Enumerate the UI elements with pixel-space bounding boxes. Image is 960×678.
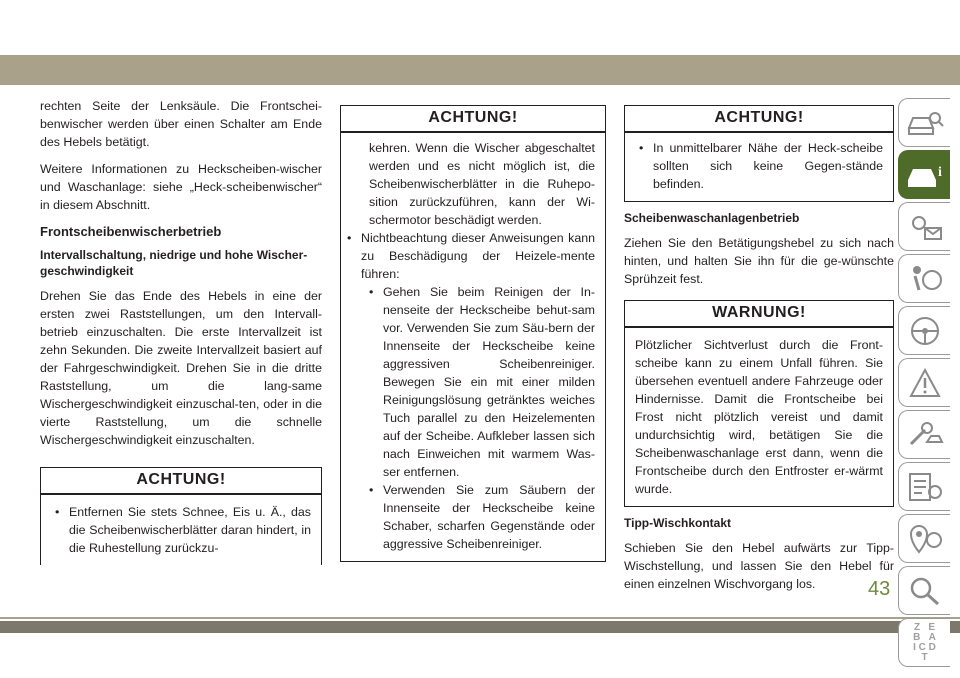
road-hazard-icon (905, 366, 945, 400)
index-letter: Z (913, 621, 921, 633)
list-item (351, 229, 595, 553)
caution-body (41, 495, 321, 565)
sub-list (365, 283, 595, 553)
wrench-car-icon (905, 418, 945, 452)
caution-title: ACHTUNG! (41, 468, 321, 495)
caution-body (625, 133, 893, 201)
warning-light-icon (905, 210, 945, 244)
page-number: 43 (868, 578, 891, 600)
caution-title: ACHTUNG! (625, 106, 893, 133)
caution-box-continued (340, 105, 606, 562)
list-item: • In unmittelbarer Nähe der Heck-scheibe sollten sich keine Gegen-stände befinden. (635, 139, 883, 193)
index-letter: I (913, 641, 916, 653)
tab-specifications[interactable] (898, 462, 950, 511)
sub-list-item: • Verwenden Sie zum Säubern der Innenseite der Heckscheibe keine Schaber, scharfen Gegenstände oder aggressive Scheibenreiniger. (365, 481, 595, 553)
tab-road-hazard[interactable] (898, 358, 950, 407)
bottom-band (0, 621, 960, 633)
steering-wheel-icon (905, 314, 945, 348)
car-info-icon (905, 158, 945, 192)
index-letter: E (928, 621, 936, 633)
tab-service[interactable] (898, 410, 950, 459)
caution-title: ACHTUNG! (341, 106, 605, 133)
column-3 (624, 105, 894, 602)
chapter-tabs (898, 98, 952, 670)
caution-list (351, 229, 595, 553)
tab-car-search[interactable] (898, 98, 950, 147)
index-letter: T (921, 651, 928, 663)
caution-body (341, 133, 605, 561)
top-band (0, 55, 960, 85)
warning-body: Plötzlicher Sichtverlust durch die Front-scheibe kann zu einem Unfall führen. Sie übersehen eventuell andere Fahrzeuge oder Hindernisse. Damit die Frontscheibe bei Frost nicht plötzlich vereist und damit undurchsichtig wird, betätigen Sie die Scheibenwaschanlage erst dann, wenn die Frontscheibe durch den Entfroster er-wärmt wurde. (635, 338, 883, 496)
section-heading: Tipp-Wischkontakt (624, 516, 732, 530)
tab-index[interactable] (898, 618, 950, 667)
paragraph: Weitere Informationen zu Heckscheiben-wischer und Waschanlage: siehe „Heck-scheibenwischer“ in diesem Abschnitt. (40, 162, 322, 212)
paragraph: Drehen Sie das Ende des Hebels in eine der ersten zwei Raststellungen, um den Intervall-betrieb einzuschalten. Die erste Intervallzeit ist zehn Sekunden. Die zweite Intervallzeit basiert auf der Fahrgeschwindigkeit. Drehen Sie in die dritte Raststellung, um die lang-same Wischergeschwindigkeit einzuschal-ten, oder in die vierte Raststellung, um die schnelle Wischergeschwindigkeit einzuschalten. (40, 289, 322, 447)
map-pin-icon (905, 522, 945, 556)
caution-list (51, 503, 311, 557)
column-1 (40, 97, 322, 565)
airbag-steering-icon (905, 262, 945, 296)
column-2 (340, 105, 606, 562)
bottom-rule (0, 617, 960, 619)
paragraph: rechten Seite der Lenksäule. Die Frontschei-benwischer werden über einen Schalter am Ende des Hebels betätigt. (40, 99, 322, 149)
index-letter: A (928, 631, 936, 643)
subsection-heading: Intervallschaltung, niedrige und hohe Wischer-geschwindigkeit (40, 248, 308, 278)
tab-warning-lights[interactable] (898, 202, 950, 251)
warning-box (624, 300, 894, 507)
index-letters-icon (913, 623, 936, 663)
index-letter: C (918, 641, 926, 653)
checklist-gear-icon (905, 470, 945, 504)
tab-search[interactable] (898, 566, 950, 615)
section-heading: Frontscheibenwischerbetrieb (40, 224, 222, 239)
paragraph: Schieben Sie den Hebel aufwärts zur Tipp-Wischstellung, und lassen Sie den Hebel für einen einzelnen Wischvorgang los. (624, 541, 894, 591)
caution-list (635, 139, 883, 193)
sub-list-item: • Gehen Sie beim Reinigen der In-nenseite der Heckscheibe behut-sam vor. Verwenden Sie zum Säu-bern der Innenseite der Heckscheibe keine aggressiven Scheibenreiniger. Bewegen Sie ein mit einer milden Reinigungslösung getränktes weiches Tuch parallel zu den Heizelementen auf der Scheibe. Aufkleber lassen sich nach Einweichen mit warmem Was-ser entfernen. (365, 283, 595, 481)
list-item: • Entfernen Sie stets Schnee, Eis u. Ä., das die Scheibenwischerblätter daran hindert, in die Ruhestellung zurückzu- (51, 503, 311, 557)
warning-title: WARNUNG! (625, 301, 893, 328)
paragraph: Ziehen Sie den Betätigungshebel zu sich nach hinten, und halten Sie ihn für die ge-wünschte Sprühzeit fest. (624, 236, 894, 286)
tab-steering[interactable] (898, 306, 950, 355)
car-search-icon (905, 106, 945, 140)
tab-car-info[interactable] (898, 150, 950, 199)
svg-text:i: i (937, 164, 942, 180)
index-letter: B (913, 631, 921, 643)
section-heading: Scheibenwaschanlagenbetrieb (624, 211, 800, 225)
tab-airbag[interactable] (898, 254, 950, 303)
tab-navigation[interactable] (898, 514, 950, 563)
continued-text: kehren. Wenn die Wischer abgeschaltet werden und es nicht möglich ist, die Scheibenwischerblätter in die Ruhepo-sition zurückzuführen, kann der Wi-schermotor beschädigt werden. (369, 141, 595, 227)
list-item-text: Nichtbeachtung dieser Anweisungen kann zu Beschädigung der Heizele-mente führen: (361, 231, 595, 281)
caution-box (40, 467, 322, 565)
magnifier-icon (905, 574, 945, 608)
caution-box (624, 105, 894, 202)
index-letter: D (928, 641, 936, 653)
